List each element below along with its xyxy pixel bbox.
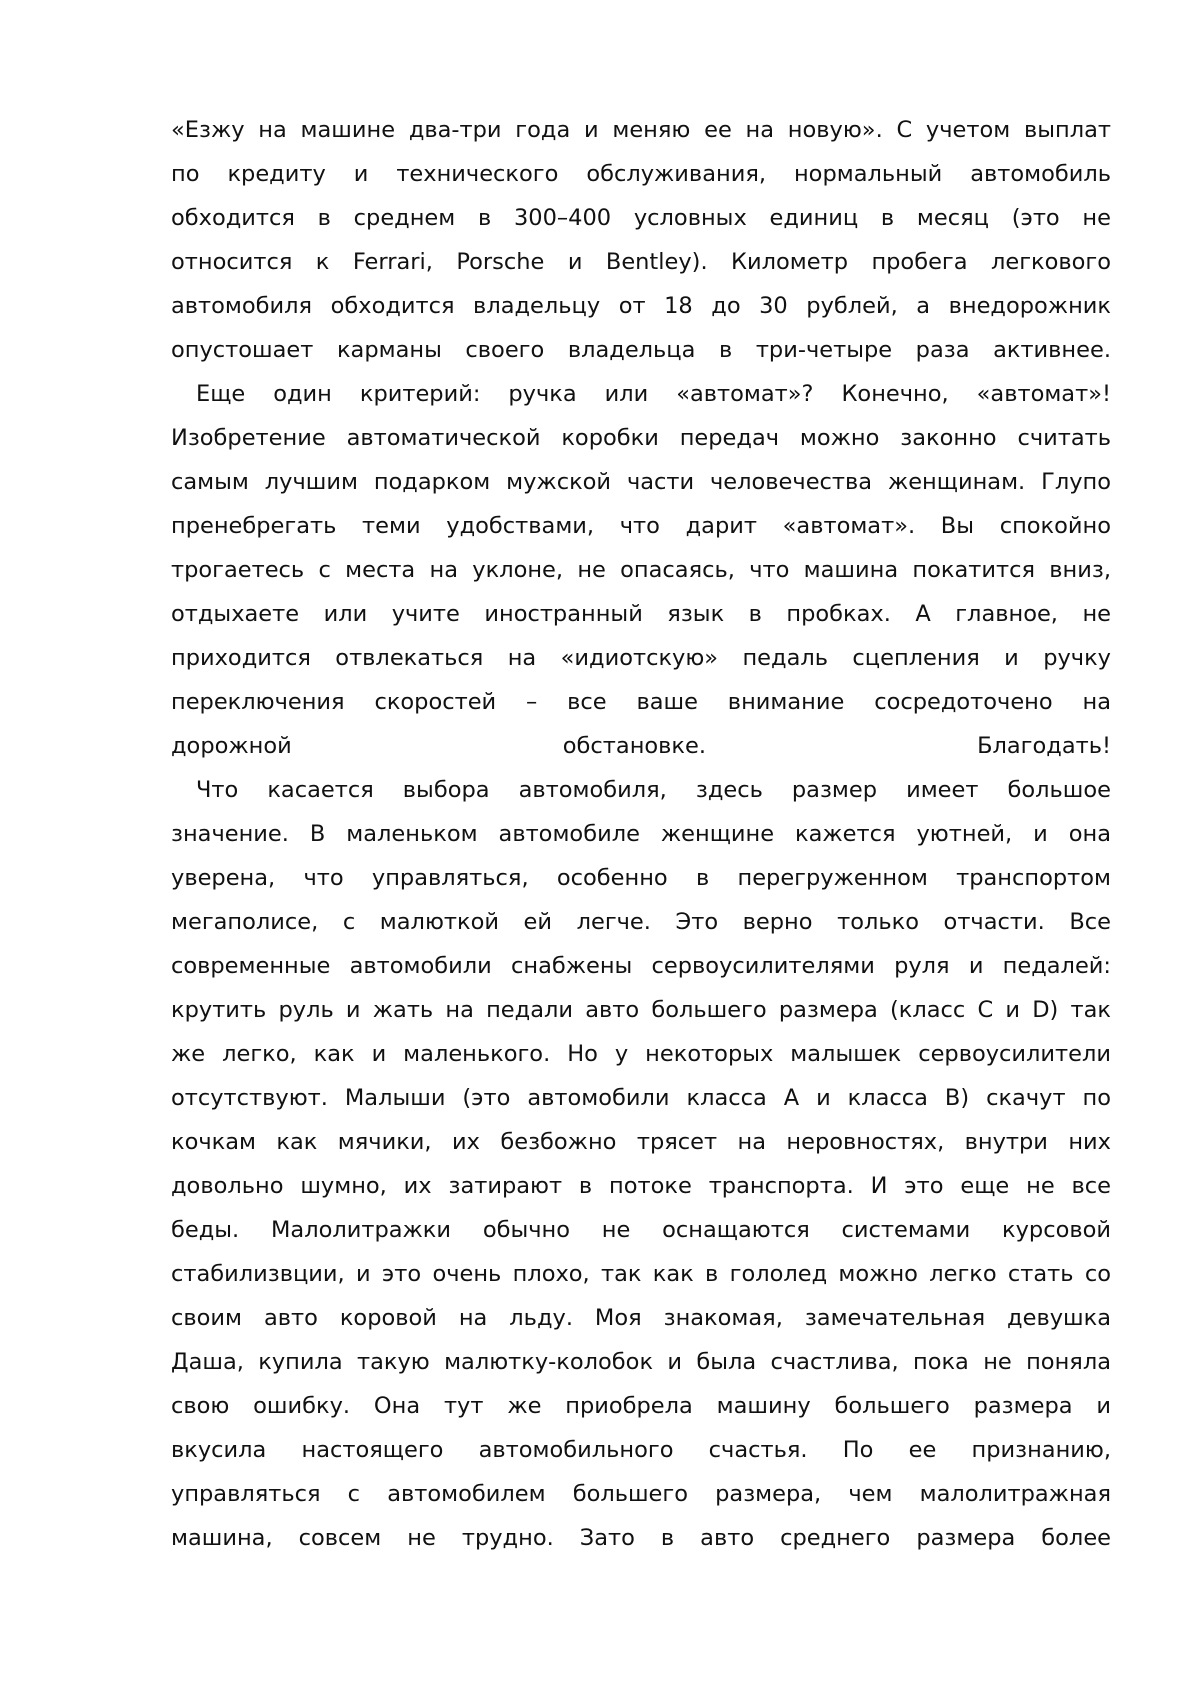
text-line: относится к Ferrari, Porsche и Bentley). Километр пробега легкового <box>171 249 1111 275</box>
text-line: свою ошибку. Она тут же приобрела машину большего размера и <box>171 1393 1111 1419</box>
body-text <box>171 108 1111 1560</box>
text-line: по кредиту и технического обслуживания, нормальный автомобиль <box>171 161 1111 187</box>
text-line: отсутствуют. Малыши (это автомобили класса А и класса В) скачут по <box>171 1085 1111 1111</box>
text-line: Изобретение автоматической коробки передач можно законно считать <box>171 425 1111 451</box>
text-line: кочкам как мячики, их безбожно трясет на неровностях, внутри них <box>171 1129 1111 1155</box>
text-line: приходится отвлекаться на «идиотскую» педаль сцепления и ручку <box>171 645 1111 671</box>
text-line: беды. Малолитражки обычно не оснащаются системами курсовой <box>171 1217 1111 1243</box>
text-line: стабилизвции, и это очень плохо, так как в гололед можно легко стать со <box>171 1261 1111 1287</box>
text-line: опустошает карманы своего владельца в три-четыре раза активнее. <box>171 337 1111 363</box>
text-line: значение. В маленьком автомобиле женщине кажется уютней, и она <box>171 821 1111 847</box>
paragraph-start-line: Что касается выбора автомобиля, здесь размер имеет большое <box>196 777 1111 803</box>
text-line: переключения скоростей – все ваше внимание сосредоточено на <box>171 689 1111 715</box>
text-line: отдыхаете или учите иностранный язык в пробках. А главное, не <box>171 601 1111 627</box>
paragraph-start-line: Еще один критерий: ручка или «автомат»? Конечно, «автомат»! <box>196 381 1111 407</box>
text-line: трогаетесь с места на уклоне, не опасаясь, что машина покатится вниз, <box>171 557 1111 583</box>
text-line: управляться с автомобилем большего размера, чем малолитражная <box>171 1481 1111 1507</box>
text-line: же легко, как и маленького. Но у некоторых малышек сервоусилители <box>171 1041 1111 1067</box>
text-line: дорожной обстановке. Благодать! <box>171 733 1111 759</box>
text-line: «Езжу на машине два-три года и меняю ее на новую». С учетом выплат <box>171 117 1111 143</box>
text-line: пренебрегать теми удобствами, что дарит «автомат». Вы спокойно <box>171 513 1111 539</box>
text-line: автомобиля обходится владельцу от 18 до 30 рублей, а внедорожник <box>171 293 1111 319</box>
text-line: машина, совсем не трудно. Зато в авто среднего размера более <box>171 1525 1111 1551</box>
text-line: вкусила настоящего автомобильного счастья. По ее признанию, <box>171 1437 1111 1463</box>
text-line: обходится в среднем в 300–400 условных единиц в месяц (это не <box>171 205 1111 231</box>
text-line: самым лучшим подарком мужской части человечества женщинам. Глупо <box>171 469 1111 495</box>
text-line: мегаполисе, с малюткой ей легче. Это верно только отчасти. Все <box>171 909 1111 935</box>
text-line: довольно шумно, их затирают в потоке транспорта. И это еще не все <box>171 1173 1111 1199</box>
text-line: уверена, что управляться, особенно в перегруженном транспортом <box>171 865 1111 891</box>
text-line: современные автомобили снабжены сервоусилителями руля и педалей: <box>171 953 1111 979</box>
text-line: Даша, купила такую малютку-колобок и была счастлива, пока не поняла <box>171 1349 1111 1375</box>
text-line: крутить руль и жать на педали авто большего размера (класс С и D) так <box>171 997 1111 1023</box>
text-line: своим авто коровой на льду. Моя знакомая, замечательная девушка <box>171 1305 1111 1331</box>
